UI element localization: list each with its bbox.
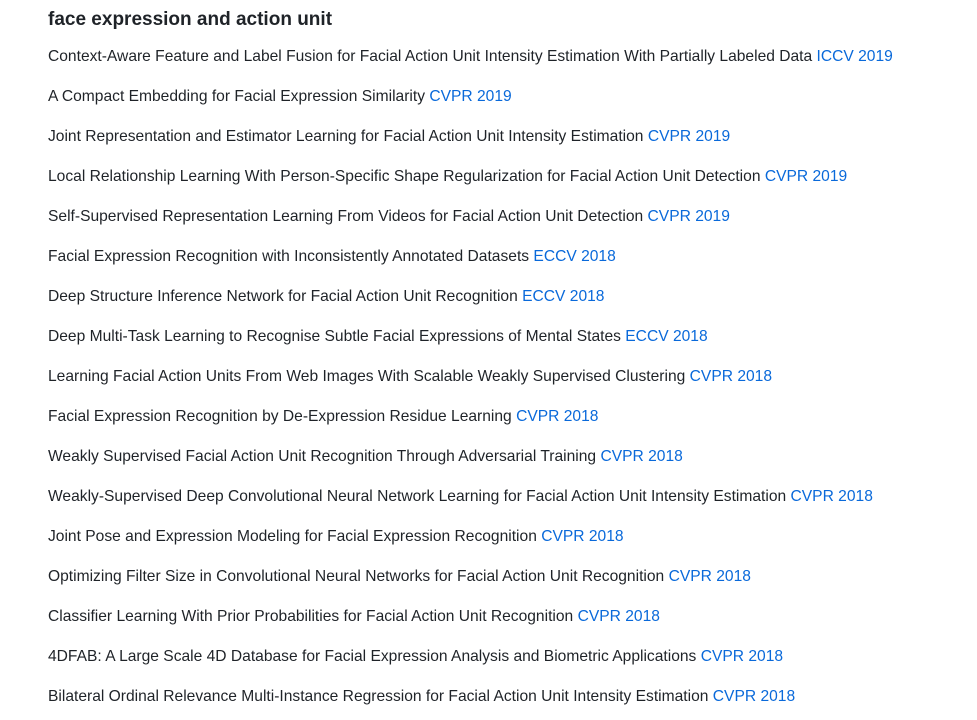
list-item: [48, 287, 977, 327]
venue-link[interactable]: ECCV 2018: [533, 248, 616, 265]
paper-title: Facial Expression Recognition by De-Expression Residue Learning: [48, 408, 512, 425]
list-item: [48, 407, 977, 447]
paper-title: Bilateral Ordinal Relevance Multi-Instance Regression for Facial Action Unit Intensity Estimation: [48, 688, 709, 705]
list-item: [48, 607, 977, 647]
venue-link[interactable]: ECCV 2018: [522, 288, 605, 305]
venue-link[interactable]: CVPR 2018: [600, 448, 683, 465]
paper-title: Context-Aware Feature and Label Fusion for Facial Action Unit Intensity Estimation With Partially Labeled Data: [48, 48, 813, 65]
venue-link[interactable]: CVPR 2019: [429, 88, 512, 105]
venue-link[interactable]: ECCV 2018: [625, 328, 708, 345]
paper-title: A Compact Embedding for Facial Expression Similarity: [48, 88, 425, 105]
venue-link[interactable]: CVPR 2019: [647, 128, 731, 145]
paper-title: Joint Representation and Estimator Learning for Facial Action Unit Intensity Estimation: [48, 128, 644, 145]
paper-title: Learning Facial Action Units From Web Images With Scalable Weakly Supervised Clustering: [48, 368, 686, 385]
venue-link[interactable]: CVPR 2018: [577, 608, 660, 625]
venue-link[interactable]: CVPR 2019: [647, 208, 730, 225]
venue-link[interactable]: CVPR 2018: [712, 688, 796, 705]
list-item: [48, 567, 977, 607]
list-item: [48, 167, 977, 207]
list-item: [48, 247, 977, 287]
venue-link[interactable]: ICCV 2019: [816, 48, 893, 65]
list-item: [48, 527, 977, 567]
list-item: [48, 87, 977, 127]
list-item: [48, 487, 977, 527]
paper-title: Local Relationship Learning With Person-Specific Shape Regularization for Facial Action Unit Detection: [48, 168, 761, 185]
paper-list: [48, 47, 977, 720]
list-item: [48, 127, 977, 167]
list-item: [48, 207, 977, 247]
list-item: [48, 447, 977, 487]
venue-link[interactable]: CVPR 2018: [790, 488, 873, 505]
paper-title: Self-Supervised Representation Learning From Videos for Facial Action Unit Detection: [48, 208, 644, 225]
list-item: [48, 327, 977, 367]
paper-title: Facial Expression Recognition with Inconsistently Annotated Datasets: [48, 248, 530, 265]
list-item: [48, 687, 977, 720]
paper-title: Weakly-Supervised Deep Convolutional Neural Network Learning for Facial Action Unit Intensity Estimation: [48, 488, 787, 505]
paper-title: Optimizing Filter Size in Convolutional Neural Networks for Facial Action Unit Recognition: [48, 568, 665, 585]
list-item: [48, 47, 977, 87]
venue-link[interactable]: CVPR 2019: [764, 168, 848, 185]
venue-link[interactable]: CVPR 2018: [700, 648, 784, 665]
paper-title: 4DFAB: A Large Scale 4D Database for Facial Expression Analysis and Biometric Applications: [48, 648, 697, 665]
list-item: [48, 367, 977, 407]
venue-link[interactable]: CVPR 2018: [516, 408, 599, 425]
section-heading: face expression and action unit: [48, 9, 333, 30]
paper-title: Deep Structure Inference Network for Facial Action Unit Recognition: [48, 288, 518, 305]
venue-link[interactable]: CVPR 2018: [541, 528, 624, 545]
paper-title: Deep Multi-Task Learning to Recognise Subtle Facial Expressions of Mental States: [48, 328, 621, 345]
paper-title: Classifier Learning With Prior Probabilities for Facial Action Unit Recognition: [48, 608, 574, 625]
paper-title: Weakly Supervised Facial Action Unit Recognition Through Adversarial Training: [48, 448, 597, 465]
venue-link[interactable]: CVPR 2018: [668, 568, 751, 585]
venue-link[interactable]: CVPR 2018: [689, 368, 773, 385]
paper-title: Joint Pose and Expression Modeling for Facial Expression Recognition: [48, 528, 537, 545]
list-item: [48, 647, 977, 687]
